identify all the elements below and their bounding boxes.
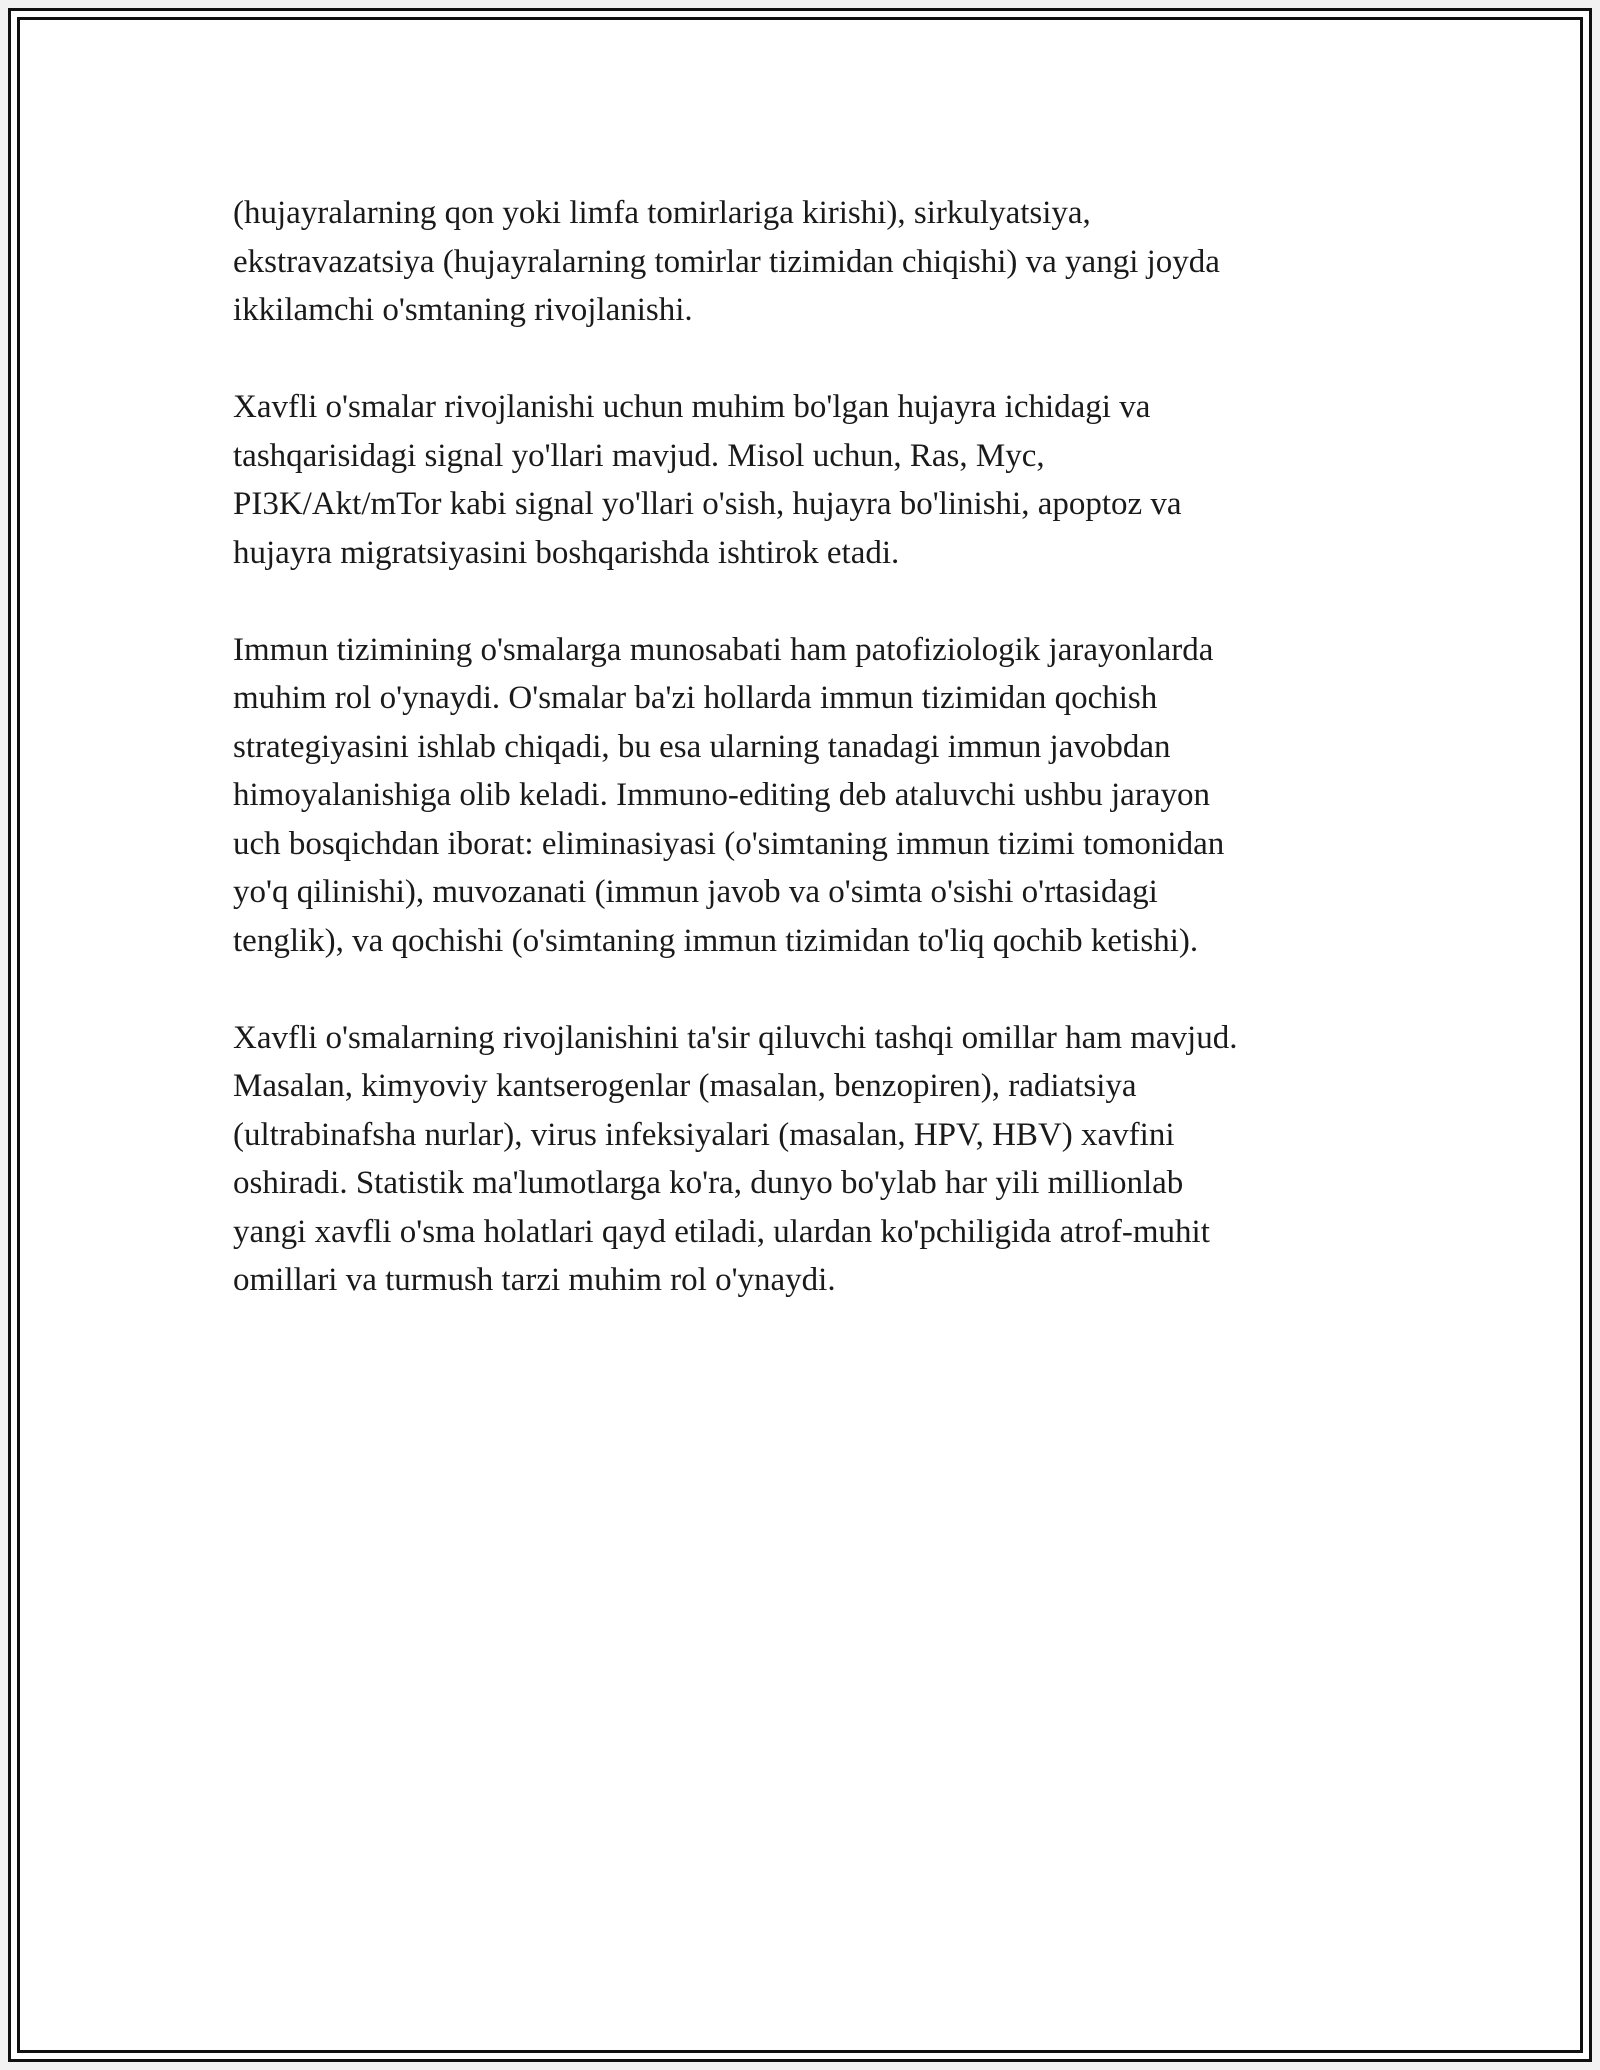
- text-line: himoyalanishiga olib keladi. Immuno-editing deb ataluvchi ushbu jarayon: [233, 777, 1210, 813]
- paragraph-continuation: [233, 189, 1383, 335]
- paragraph-immune-system: [233, 626, 1383, 966]
- text-line: ikkilamchi o'smtaning rivojlanishi.: [233, 292, 693, 328]
- text-line: yo'q qilinishi), muvozanati (immun javob va o'simta o'sishi o'rtasidagi: [233, 874, 1158, 910]
- text-line: oshiradi. Statistik ma'lumotlarga ko'ra, dunyo bo'ylab har yili millionlab: [233, 1165, 1184, 1201]
- paragraph-signal-pathways: [233, 383, 1383, 577]
- text-line: yangi xavfli o'sma holatlari qayd etiladi, ulardan ko'pchiligida atrof-muhit: [233, 1213, 1210, 1250]
- text-line: Xavfli o'smalarning rivojlanishini ta'sir qiluvchi tashqi omillar ham mavjud.: [233, 1019, 1238, 1056]
- text-line: muhim rol o'ynaydi. O'smalar ba'zi hollarda immun tizimidan qochish: [233, 680, 1158, 716]
- text-line: (ultrabinafsha nurlar), virus infeksiyalari (masalan, HPV, HBV) xavfini: [233, 1116, 1175, 1153]
- text-line: omillari va turmush tarzi muhim rol o'ynaydi.: [233, 1262, 836, 1298]
- text-line: Immun tizimining o'smalarga munosabati ham patofiziologik jarayonlarda: [233, 631, 1214, 668]
- text-line: tashqarisidagi signal yo'llari mavjud. Misol uchun, Ras, Myc,: [233, 437, 1045, 474]
- text-line: strategiyasini ishlab chiqadi, bu esa ularning tanadagi immun javobdan: [233, 728, 1171, 765]
- text-line: Xavfli o'smalar rivojlanishi uchun muhim bo'lgan hujayra ichidagi va: [233, 389, 1151, 425]
- text-line: uch bosqichdan iborat: eliminasiyasi (o'simtaning immun tizimi tomonidan: [233, 825, 1225, 862]
- text-line: (hujayralarning qon yoki limfa tomirlariga kirishi), sirkulyatsiya,: [233, 195, 1091, 231]
- text-line: Masalan, kimyoviy kantserogenlar (masalan, benzopiren), radiatsiya: [233, 1068, 1137, 1104]
- text-line: tenglik), va qochishi (o'simtaning immun tizimidan to'liq qochib ketishi).: [233, 922, 1199, 959]
- text-line: ekstravazatsiya (hujayralarning tomirlar tizimidan chiqishi) va yangi joyda: [233, 243, 1220, 280]
- text-line: PI3K/Akt/mTor kabi signal yo'llari o'sish, hujayra bo'linishi, apoptoz va: [233, 486, 1182, 522]
- paragraph-external-factors: [233, 1014, 1383, 1305]
- document-page: [8, 8, 1592, 2062]
- text-line: hujayra migratsiyasini boshqarishda ishtirok etadi.: [233, 534, 900, 571]
- body-text: [233, 189, 1383, 1353]
